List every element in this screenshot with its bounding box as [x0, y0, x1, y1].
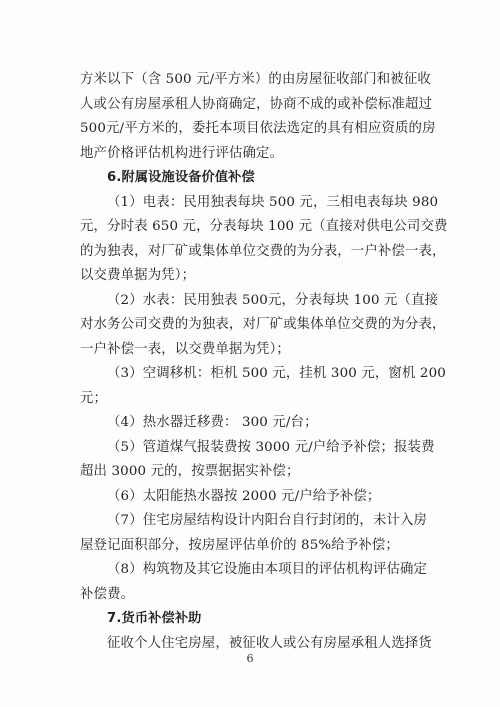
- document-body: [80, 68, 448, 656]
- section-heading: 7.货币补偿补助: [107, 611, 202, 626]
- text-line: （7）住宅房屋结构设计内阳台自行封闭的，未计入房: [107, 513, 428, 528]
- text-line: （8）构筑物及其它设施由本项目的评估机构评估确定: [107, 562, 428, 577]
- text-line: （6）太阳能热水器按 2000 元/户给予补偿；: [107, 488, 381, 504]
- text-line: （3）空调移机：柜机 500 元，挂机 300 元，窗机 200: [107, 366, 446, 381]
- text-line: 补偿费。: [80, 586, 135, 602]
- text-line: 征收个人住宅房屋，被征收人或公有房屋承租人选择货: [107, 635, 432, 651]
- text-line: 元，分时表 650 元，分表每块 100 元（直接对供电公司交费: [80, 219, 448, 234]
- text-line: （2）水表：民用独表 500元，分表每块 100 元（直接: [107, 292, 439, 308]
- text-line: 人或公有房屋承租人协商确定，协商不成的或补偿标准超过: [80, 96, 433, 112]
- text-line: 对水务公司交费的为独表，对厂矿或集体单位交费的为分表，: [80, 317, 446, 332]
- text-line: 500元/平方米的，委托本项目依法选定的具有相应资质的房: [80, 121, 436, 136]
- text-line: 的为独表，对厂矿或集体单位交费的为分表，一户补偿一表，: [80, 243, 446, 259]
- text-line: 超出 3000 元的，按票据据实补偿；: [80, 464, 300, 479]
- text-line: 屋登记面积部分，按房屋评估单价的 85%给予补偿；: [80, 537, 399, 553]
- page-number: 6: [246, 652, 254, 665]
- text-line: 地产价格评估机构进行评估确定。: [80, 145, 284, 161]
- section-heading: 6.附属设施设备价值补偿: [107, 170, 255, 185]
- text-line: （4）热水器迁移费： 300 元/台；: [107, 415, 318, 430]
- text-line: 以交费单据为凭）；: [80, 268, 196, 283]
- text-line: 方米以下（含 500 元/平方米）的由房屋征收部门和被征收: [80, 72, 431, 87]
- text-line: 一户补偿一表，以交费单据为凭）；: [80, 341, 290, 357]
- text-line: 元；: [80, 390, 108, 406]
- text-line: （5）管道煤气报装费按 3000 元/户给予补偿；报装费: [107, 439, 435, 455]
- text-line: （1）电表：民用独表每块 500 元，三相电表每块 980: [107, 194, 439, 210]
